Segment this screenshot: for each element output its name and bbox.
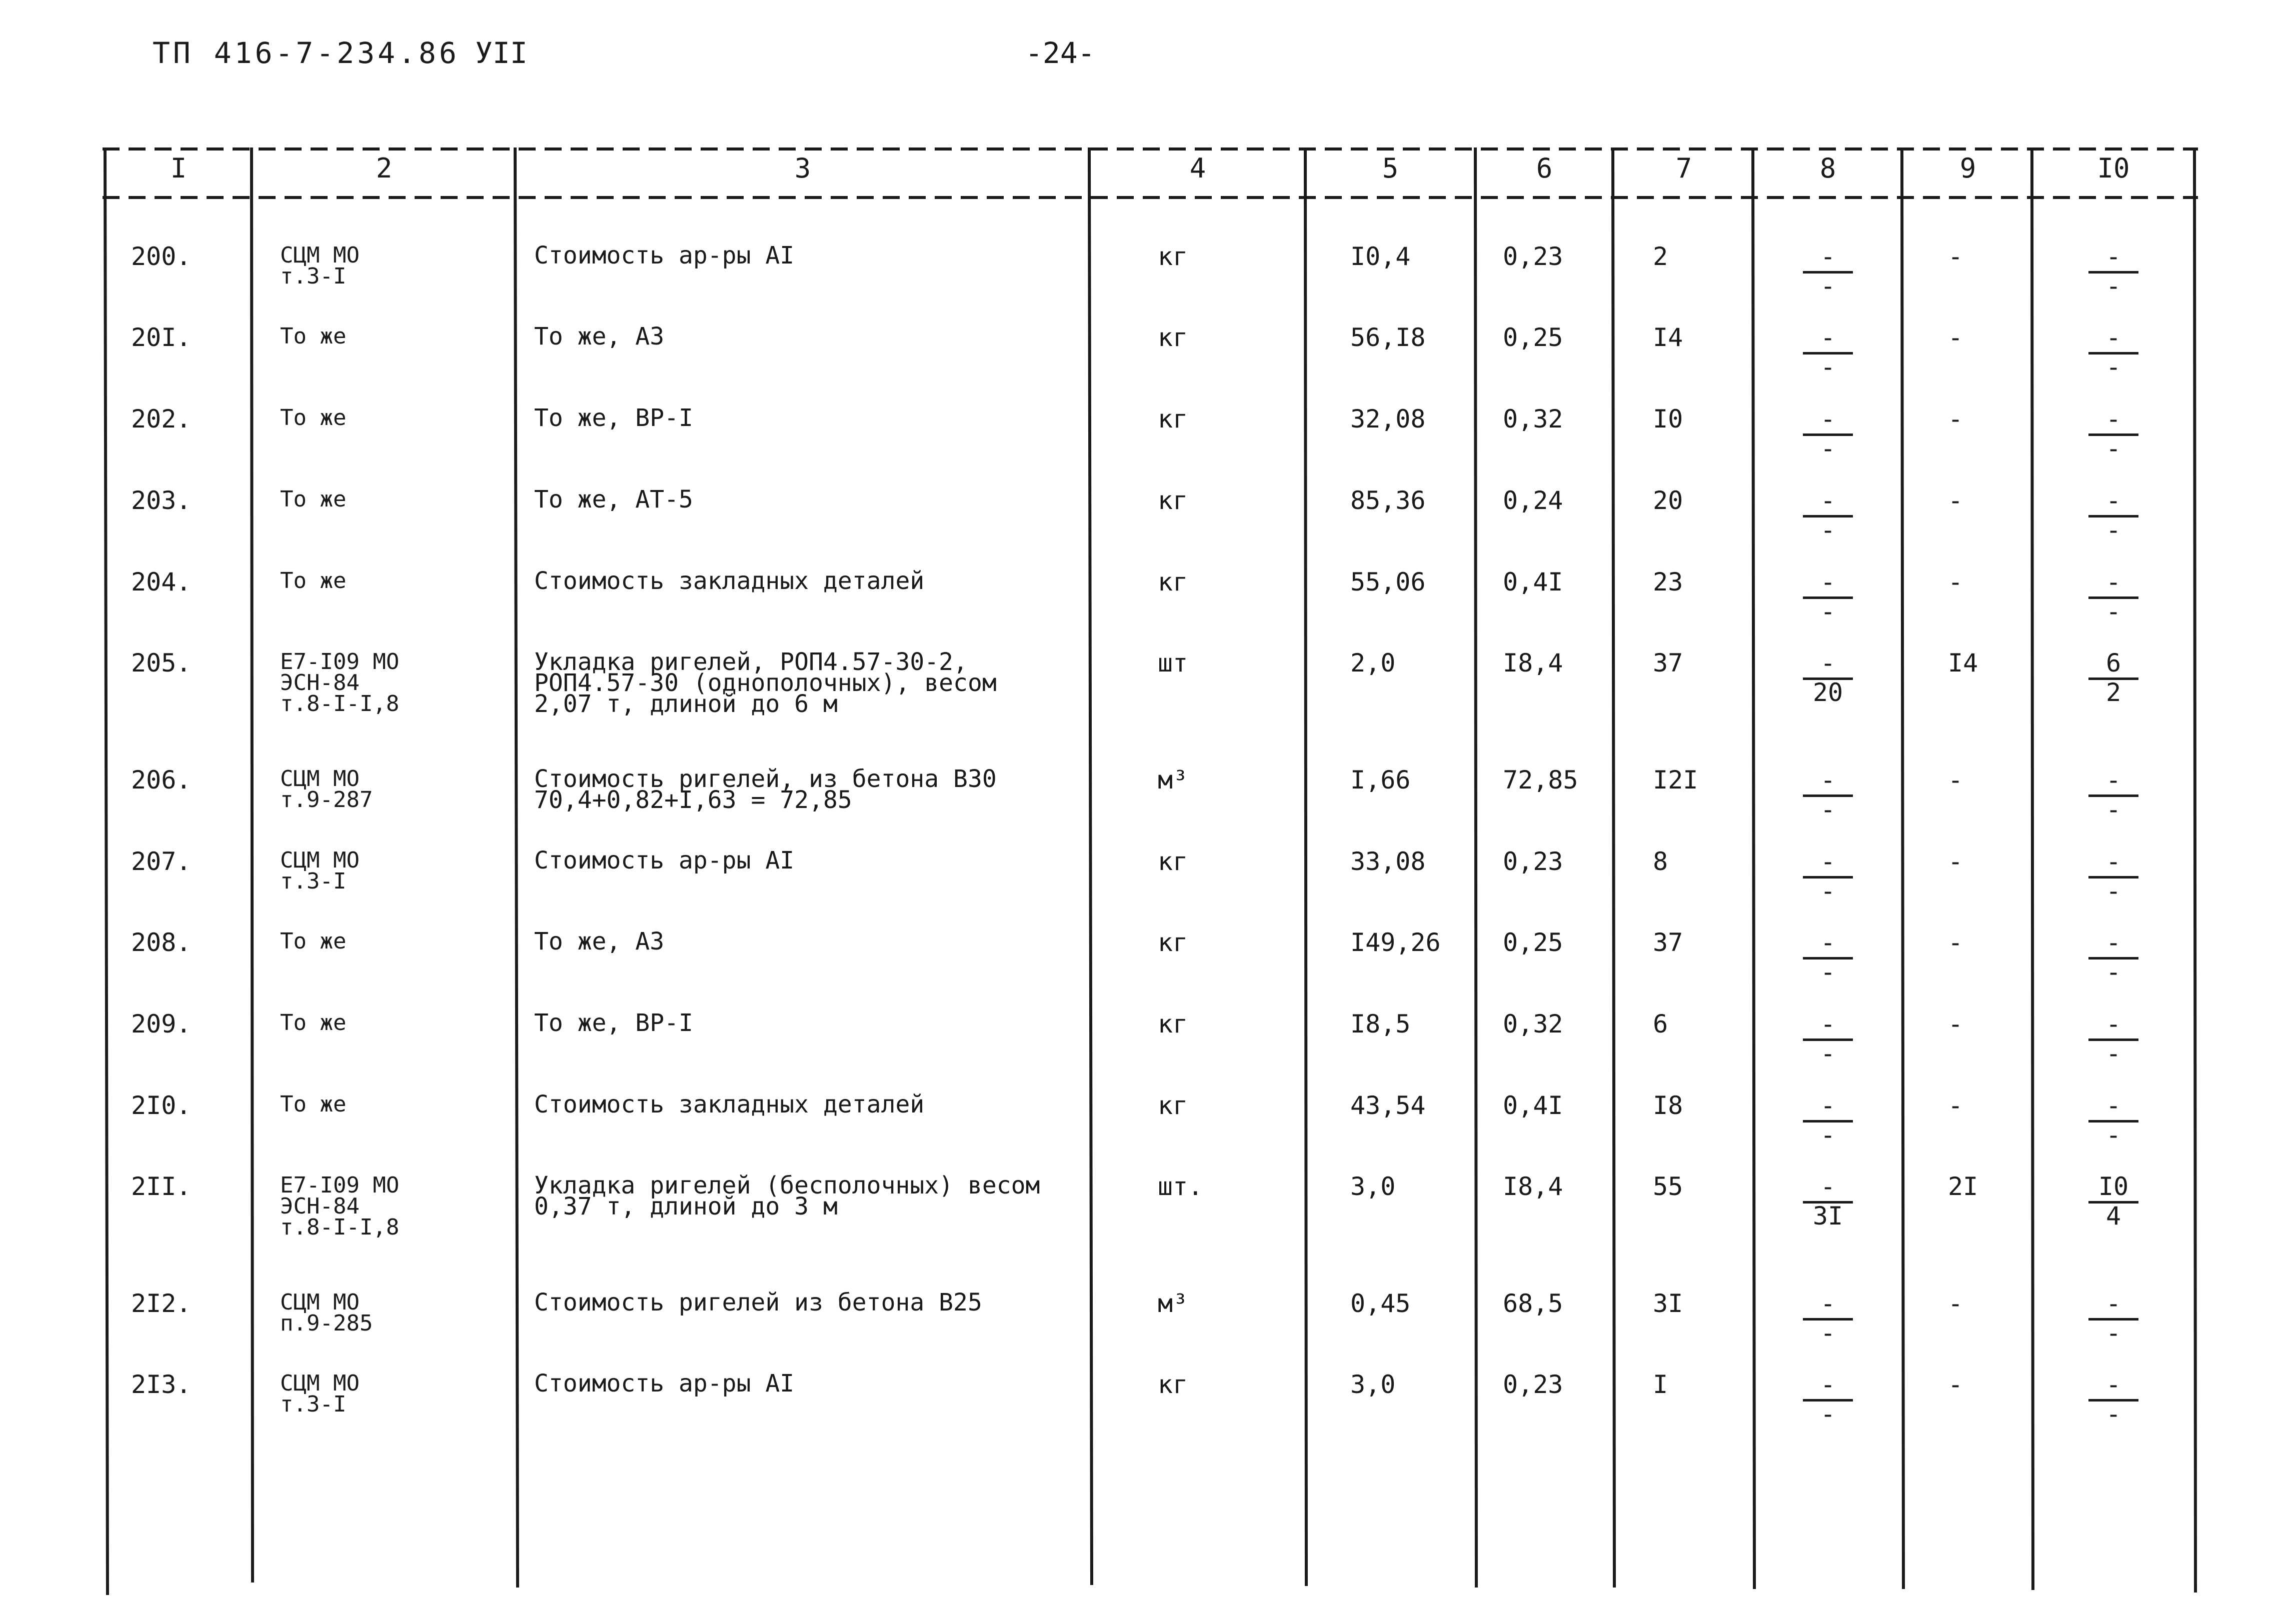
norm-reference: Е7-I09 МО ЭСН-84 т.8-I-I,8: [280, 1172, 400, 1240]
col10-fraction-numerator: I0: [2098, 1172, 2129, 1201]
col8-fraction-numerator: -: [1820, 568, 1836, 596]
total-cost: I: [1653, 1370, 1668, 1399]
work-description: Стоимость закладных деталей: [534, 1090, 925, 1118]
unit-price: 0,4I: [1503, 568, 1563, 596]
column-header-3: 3: [794, 152, 811, 184]
quantity: 3,0: [1350, 1370, 1396, 1399]
total-cost: 6: [1653, 1010, 1668, 1038]
col8-fraction: [1803, 1289, 1853, 1348]
col10-fraction-numerator: -: [2105, 486, 2121, 515]
unit: кг: [1158, 404, 1188, 434]
unit-price: 0,25: [1503, 928, 1563, 957]
quantity: 2,0: [1350, 648, 1396, 678]
unit-price: 0,25: [1503, 323, 1563, 352]
column-header-7: 7: [1675, 152, 1692, 184]
col8-fraction-numerator: -: [1820, 1289, 1836, 1318]
col9-value: -: [1948, 928, 1963, 957]
col8-fraction: [1803, 847, 1853, 906]
unit-price: 0,23: [1503, 847, 1563, 876]
col8-fraction: [1803, 1091, 1853, 1150]
quantity: I49,26: [1350, 928, 1441, 957]
unit: кг: [1158, 847, 1188, 876]
norm-reference: То же: [280, 1092, 347, 1117]
col10-fraction: [2088, 1091, 2138, 1150]
col10-fraction: [2088, 1012, 2138, 1067]
col8-fraction-denominator: -: [1820, 597, 1836, 626]
col8-fraction-numerator: -: [1820, 486, 1836, 515]
row-number: 20I.: [131, 323, 192, 352]
col10-fraction: [2088, 928, 2138, 986]
work-description: Укладка ригелей, РОП4.57-30-2, РОП4.57-30 (однополочных), весом 2,07 т, длиной до 6 м: [534, 648, 997, 718]
col10-fraction-numerator: -: [2105, 568, 2121, 596]
col10-fraction-denominator: -: [2105, 1120, 2121, 1150]
col10-fraction-denominator: -: [2105, 516, 2121, 544]
unit: кг: [1158, 1370, 1188, 1399]
work-description: Стоимость ар-ры AI: [534, 846, 795, 874]
col10-fraction-numerator: -: [2105, 1370, 2121, 1399]
col10-fraction-numerator: -: [2105, 928, 2121, 957]
row-number: 202.: [131, 404, 192, 434]
column-header-2: 2: [376, 152, 393, 184]
col10-fraction: [2088, 1289, 2138, 1348]
col8-fraction-denominator: 20: [1812, 678, 1843, 707]
col9-value: -: [1948, 1289, 1963, 1318]
column-header-6: 6: [1536, 152, 1553, 184]
unit-price: 0,24: [1503, 486, 1563, 515]
unit: кг: [1158, 928, 1188, 957]
quantity: 56,I8: [1350, 323, 1426, 352]
col8-fraction-numerator: -: [1820, 242, 1836, 271]
unit-price: 0,32: [1503, 1010, 1563, 1038]
quantity: I8,5: [1350, 1010, 1411, 1038]
col8-fraction-denominator: -: [1820, 272, 1836, 300]
document-code: ТП 416-7-234.86: [153, 36, 460, 70]
total-cost: 37: [1653, 928, 1683, 957]
quantity: 32,08: [1350, 404, 1426, 434]
work-description: Стоимость закладных деталей: [534, 567, 925, 595]
norm-reference: То же: [280, 324, 347, 349]
document-section: УII: [475, 36, 528, 70]
col10-fraction-denominator: -: [2105, 272, 2121, 300]
column-header-4: 4: [1189, 152, 1206, 184]
col10-fraction-numerator: -: [2105, 1010, 2121, 1038]
total-cost: I4: [1653, 323, 1683, 352]
row-number: 204.: [131, 568, 192, 596]
col8-fraction-denominator: -: [1820, 352, 1836, 382]
col10-fraction-denominator: 2: [2105, 678, 2121, 707]
norm-reference: Е7-I09 МО ЭСН-84 т.8-I-I,8: [280, 649, 400, 716]
col8-fraction-numerator: -: [1820, 323, 1836, 352]
col8-fraction: [1803, 1172, 1853, 1230]
col9-value: -: [1948, 766, 1963, 794]
col10-fraction: [2088, 768, 2138, 823]
unit-price: I8,4: [1503, 648, 1563, 678]
col10-fraction-denominator: -: [2105, 352, 2121, 382]
row-number: 207.: [131, 847, 192, 876]
work-description: То же, ВР-I: [534, 1009, 693, 1037]
col10-fraction-numerator: -: [2105, 1091, 2121, 1120]
total-cost: 20: [1653, 486, 1683, 515]
work-description: То же, А3: [534, 928, 665, 956]
quantity: I,66: [1350, 766, 1411, 794]
column-header-8: 8: [1819, 152, 1836, 184]
col10-fraction-numerator: -: [2105, 1289, 2121, 1318]
col8-fraction-denominator: -: [1820, 1120, 1836, 1150]
unit: кг: [1158, 1010, 1188, 1038]
col8-fraction-numerator: -: [1820, 928, 1836, 957]
col8-fraction-denominator: -: [1820, 876, 1836, 906]
row-number: 203.: [131, 486, 192, 515]
col10-fraction-denominator: -: [2105, 1318, 2121, 1348]
unit-price: 72,85: [1503, 766, 1578, 794]
work-description: То же, ВР-I: [534, 404, 693, 432]
col8-fraction-denominator: -: [1820, 434, 1836, 463]
unit: кг: [1158, 1091, 1188, 1120]
unit: м³: [1158, 766, 1188, 794]
unit-price: 0,23: [1503, 1370, 1563, 1399]
work-description: Стоимость ригелей из бетона В25: [534, 1288, 982, 1316]
col10-fraction: [2088, 242, 2138, 300]
norm-reference: То же: [280, 405, 347, 430]
col10-fraction-denominator: -: [2105, 1039, 2121, 1068]
norm-reference: То же: [280, 928, 347, 954]
col9-value: -: [1948, 242, 1963, 271]
col8-fraction: [1803, 1370, 1853, 1428]
col8-fraction-denominator: 3I: [1812, 1202, 1843, 1230]
col8-fraction-denominator: -: [1820, 1039, 1836, 1068]
col8-fraction: [1803, 242, 1853, 300]
col10-fraction-denominator: -: [2105, 795, 2121, 824]
total-cost: 2: [1653, 242, 1668, 271]
col9-value: -: [1948, 404, 1963, 434]
unit: шт: [1158, 648, 1188, 678]
col9-value: -: [1948, 847, 1963, 876]
quantity: 33,08: [1350, 847, 1426, 876]
quantity: 43,54: [1350, 1091, 1426, 1120]
col10-fraction-denominator: -: [2105, 597, 2121, 626]
col9-value: -: [1948, 568, 1963, 596]
col10-fraction: [2088, 404, 2138, 463]
col8-fraction: [1803, 486, 1853, 544]
total-cost: 8: [1653, 847, 1668, 876]
column-header-9: 9: [1959, 152, 1976, 184]
col10-fraction-numerator: -: [2105, 847, 2121, 876]
col9-value: I4: [1948, 648, 1978, 678]
col8-fraction-denominator: -: [1820, 795, 1836, 824]
col8-fraction-numerator: -: [1820, 648, 1836, 678]
col8-fraction: [1803, 1012, 1853, 1067]
quantity: 3,0: [1350, 1172, 1396, 1201]
col8-fraction: [1803, 570, 1853, 625]
unit: шт.: [1158, 1172, 1203, 1201]
col10-fraction: [2088, 1172, 2138, 1230]
col8-fraction-numerator: -: [1820, 404, 1836, 434]
row-number: 200.: [131, 242, 192, 271]
unit: кг: [1158, 323, 1188, 352]
col9-value: 2I: [1948, 1172, 1978, 1201]
total-cost: 55: [1653, 1172, 1683, 1201]
quantity: 85,36: [1350, 486, 1426, 515]
col10-fraction-numerator: 6: [2105, 648, 2121, 678]
col9-value: -: [1948, 323, 1963, 352]
col10-fraction-denominator: -: [2105, 1400, 2121, 1428]
col10-fraction-denominator: -: [2105, 876, 2121, 906]
col8-fraction: [1803, 928, 1853, 986]
col8-fraction-numerator: -: [1820, 766, 1836, 794]
norm-reference: То же: [280, 1010, 347, 1036]
norm-reference: СЦМ МО т.3-I: [280, 1370, 360, 1417]
col10-fraction: [2088, 847, 2138, 906]
total-cost: I2I: [1653, 766, 1698, 794]
quantity: I0,4: [1350, 242, 1411, 271]
col8-fraction-numerator: -: [1820, 847, 1836, 876]
col9-value: -: [1948, 1010, 1963, 1038]
col10-fraction: [2088, 486, 2138, 544]
work-description: Стоимость ар-ры AI: [534, 242, 795, 270]
work-description: То же, А3: [534, 322, 665, 350]
norm-reference: То же: [280, 568, 347, 594]
unit: м³: [1158, 1289, 1188, 1318]
col9-value: -: [1948, 1091, 1963, 1120]
total-cost: 23: [1653, 568, 1683, 596]
col8-fraction-numerator: -: [1820, 1172, 1836, 1201]
col8-fraction-numerator: -: [1820, 1370, 1836, 1399]
col10-fraction: [2088, 648, 2138, 707]
norm-reference: СЦМ МО т.3-I: [280, 242, 360, 289]
unit-price: 0,23: [1503, 242, 1563, 271]
col8-fraction-denominator: -: [1820, 1318, 1836, 1348]
row-number: 2II.: [131, 1172, 192, 1201]
row-number: 206.: [131, 766, 192, 794]
norm-reference: СЦМ МО т.9-287: [280, 766, 373, 812]
row-number: 2I0.: [131, 1091, 192, 1120]
col8-fraction-denominator: -: [1820, 516, 1836, 544]
col10-fraction: [2088, 570, 2138, 625]
column-header-5: 5: [1382, 152, 1399, 184]
unit: кг: [1158, 242, 1188, 271]
col10-fraction-numerator: -: [2105, 323, 2121, 352]
col8-fraction-denominator: -: [1820, 958, 1836, 986]
column-header-10: I0: [2097, 152, 2130, 184]
row-number: 208.: [131, 928, 192, 957]
norm-reference: То же: [280, 486, 347, 512]
col8-fraction: [1803, 768, 1853, 823]
col8-fraction-numerator: -: [1820, 1091, 1836, 1120]
col8-fraction: [1803, 648, 1853, 707]
row-number: 209.: [131, 1010, 192, 1038]
total-cost: 3I: [1653, 1289, 1683, 1318]
col8-fraction: [1803, 404, 1853, 463]
page-number: -24-: [1025, 36, 1095, 70]
total-cost: 37: [1653, 648, 1683, 678]
column-header-1: I: [170, 152, 187, 184]
col8-fraction: [1803, 323, 1853, 382]
column-dividers: [105, 148, 2195, 1595]
row-number: 2I3.: [131, 1370, 192, 1399]
col8-fraction-numerator: -: [1820, 1010, 1836, 1038]
total-cost: I8: [1653, 1091, 1683, 1120]
norm-reference: СЦМ МО т.3-I: [280, 848, 360, 894]
unit-price: 0,4I: [1503, 1091, 1563, 1120]
work-description: То же, АТ-5: [534, 486, 693, 514]
norm-reference: СЦМ МО п.9-285: [280, 1290, 373, 1336]
unit-price: 0,32: [1503, 404, 1563, 434]
col9-value: -: [1948, 1370, 1963, 1399]
col10-fraction: [2088, 1370, 2138, 1428]
row-number: 205.: [131, 648, 192, 678]
unit: кг: [1158, 486, 1188, 515]
work-description: Стоимость ригелей, из бетона В30 70,4+0,82+I,63 = 72,85: [534, 765, 997, 814]
quantity: 0,45: [1350, 1289, 1411, 1318]
work-description: Стоимость ар-ры AI: [534, 1370, 795, 1398]
total-cost: I0: [1653, 404, 1683, 434]
unit-price: I8,4: [1503, 1172, 1563, 1201]
col10-fraction-denominator: 4: [2105, 1202, 2121, 1230]
work-description: Укладка ригелей (бесполочных) весом 0,37 т, длиной до 3 м: [534, 1172, 1040, 1220]
col10-fraction-numerator: -: [2105, 404, 2121, 434]
col10-fraction-denominator: -: [2105, 958, 2121, 986]
col10-fraction-numerator: -: [2105, 766, 2121, 794]
col10-fraction-numerator: -: [2105, 242, 2121, 271]
unit-price: 68,5: [1503, 1289, 1563, 1318]
col10-fraction: [2088, 323, 2138, 382]
col9-value: -: [1948, 486, 1963, 515]
quantity: 55,06: [1350, 568, 1426, 596]
row-number: 2I2.: [131, 1289, 192, 1318]
unit: кг: [1158, 568, 1188, 596]
col8-fraction-denominator: -: [1820, 1400, 1836, 1428]
col10-fraction-denominator: -: [2105, 434, 2121, 463]
